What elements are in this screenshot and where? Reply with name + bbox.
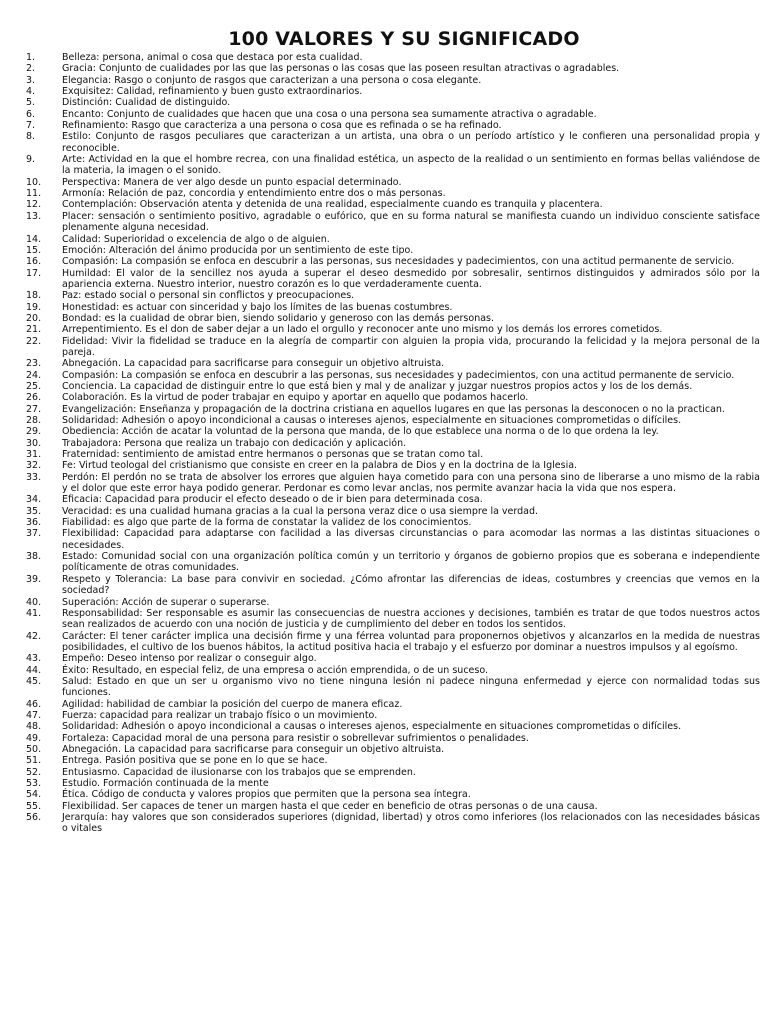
item-number: 47. xyxy=(26,709,42,721)
item-number: 30. xyxy=(26,437,42,449)
list-item xyxy=(26,268,760,291)
item-text: Jerarquía: hay valores que son considerados superiores (dignidad, libertad) y otros como inferiores (los relacionados con las necesidades básicas o vitales xyxy=(62,812,760,835)
list-item xyxy=(26,302,760,313)
list-item xyxy=(26,426,760,437)
list-item xyxy=(26,415,760,426)
item-text: Bondad: es la cualidad de obrar bien, siendo solidario y generoso con las demás personas. xyxy=(62,312,494,324)
item-number: 1. xyxy=(26,52,36,63)
item-text: Eficacia: Capacidad para producir el efecto deseado o de ir bien para determinada cosa. xyxy=(62,494,483,506)
list-item xyxy=(26,528,760,551)
item-text: Fe: Virtud teologal del cristianismo que consiste en creer en la palabra de Dios y en la doctrina de la Iglesia. xyxy=(62,460,578,472)
item-number: 36. xyxy=(26,517,42,529)
list-item xyxy=(26,767,760,778)
item-number: 19. xyxy=(26,301,42,313)
list-item xyxy=(26,710,760,721)
item-text: Flexibilidad: Capacidad para adaptarse con facilidad a las diversas circunstancias o para acomodar las normas a las distintas situaciones o necesidades. xyxy=(62,528,760,551)
item-number: 7. xyxy=(26,120,36,132)
item-text: Abnegación. La capacidad para sacrificarse para conseguir un objetivo altruista. xyxy=(62,743,445,755)
list-item xyxy=(26,154,760,177)
item-number: 22. xyxy=(26,335,42,347)
item-text: Superación: Acción de superar o superarse. xyxy=(62,596,270,608)
item-text: Solidaridad: Adhesión o apoyo incondicional a causas o intereses ajenos, especialmente en situaciones comprometidas o difíciles. xyxy=(62,415,682,426)
item-number: 10. xyxy=(26,176,42,188)
list-item xyxy=(26,131,760,154)
item-text: Fortaleza: Capacidad moral de una persona para resistir o sobrellevar sufrimientos o penalidades. xyxy=(62,732,529,744)
item-number: 32. xyxy=(26,460,42,472)
item-number: 44. xyxy=(26,664,42,676)
list-item xyxy=(26,97,760,108)
list-item xyxy=(26,290,760,301)
item-text: Gracia: Conjunto de cualidades por las que las personas o las cosas que las poseen resultan atractivas o agradables. xyxy=(62,63,620,75)
item-number: 6. xyxy=(26,108,36,120)
item-number: 12. xyxy=(26,199,42,211)
item-number: 15. xyxy=(26,244,42,256)
item-text: Perspectiva: Manera de ver algo desde un punto espacial determinado. xyxy=(62,176,402,188)
list-item xyxy=(26,52,760,63)
item-text: Compasión: La compasión se enfoca en descubrir a las personas, sus necesidades y padecimientos, con una actitud permanente de servicio. xyxy=(62,256,735,268)
list-item xyxy=(26,699,760,710)
item-text: Abnegación. La capacidad para sacrificarse para conseguir un objetivo altruista. xyxy=(62,358,445,370)
item-number: 20. xyxy=(26,312,42,324)
list-item xyxy=(26,177,760,188)
item-text: Conciencia. La capacidad de distinguir entre lo que está bien y mal y de analizar y juzgar nuestros propios actos y los de los demás. xyxy=(62,380,693,392)
item-number: 50. xyxy=(26,743,42,755)
item-number: 52. xyxy=(26,766,42,778)
item-number: 40. xyxy=(26,596,42,608)
list-item xyxy=(26,256,760,267)
item-number: 26. xyxy=(26,392,42,404)
list-item xyxy=(26,472,760,495)
item-text: Honestidad: es actuar con sinceridad y bajo los límites de las buenas costumbres. xyxy=(62,301,453,313)
values-list xyxy=(26,52,760,835)
list-item xyxy=(26,120,760,131)
item-number: 9. xyxy=(26,154,36,166)
item-number: 38. xyxy=(26,551,42,563)
item-text: Fiabilidad: es algo que parte de la forma de constatar la validez de los conocimientos. xyxy=(62,517,472,529)
item-text: Distinción: Cualidad de distinguido. xyxy=(62,97,231,109)
item-number: 49. xyxy=(26,732,42,744)
item-text: Respeto y Tolerancia: La base para convivir en sociedad. ¿Cómo afrontar las diferencias de ideas, costumbres y creencias que vemos en la sociedad? xyxy=(62,573,760,597)
list-item xyxy=(26,551,760,574)
item-text: Agilidad: habilidad de cambiar la posición del cuerpo de manera eficaz. xyxy=(62,698,403,710)
list-item xyxy=(26,381,760,392)
item-number: 2. xyxy=(26,63,36,75)
item-number: 46. xyxy=(26,698,42,710)
item-text: Trabajadora: Persona que realiza un trabajo con dedicación y aplicación. xyxy=(62,437,407,449)
list-item xyxy=(26,721,760,732)
item-number: 31. xyxy=(26,449,42,461)
item-number: 45. xyxy=(26,675,42,687)
item-text: Arrepentimiento. Es el don de saber dejar a un lado el orgullo y reconocer ante uno mismo y los demás los errores cometidos. xyxy=(62,324,663,336)
list-item xyxy=(26,404,760,415)
item-text: Paz: estado social o personal sin conflictos y preocupaciones. xyxy=(62,290,355,302)
list-item xyxy=(26,778,760,789)
list-item xyxy=(26,336,760,359)
list-item xyxy=(26,449,760,460)
list-item xyxy=(26,801,760,812)
item-text: Emoción: Alteración del ánimo producida por un sentimiento de este tipo. xyxy=(62,244,414,256)
item-text: Obediencia: Acción de acatar la voluntad de la persona que manda, de lo que establece una norma o de lo que ordena la ley. xyxy=(62,426,659,438)
item-text: Estado: Comunidad social con una organización política común y un territorio y órganos de gobierno propios que es soberana e independiente políticamente de otras comunidades. xyxy=(62,551,760,574)
item-text: Estilo: Conjunto de rasgos peculiares que caracterizan a un artista, una obra o un período artístico y le confieren una personalidad propia y reconocible. xyxy=(62,131,760,154)
item-number: 41. xyxy=(26,607,42,619)
list-item xyxy=(26,653,760,664)
list-item xyxy=(26,608,760,631)
list-item xyxy=(26,245,760,256)
list-item xyxy=(26,574,760,597)
item-number: 37. xyxy=(26,528,42,540)
item-text: Compasión: La compasión se enfoca en descubrir a las personas, sus necesidades y padecimientos, con una actitud permanente de servicio. xyxy=(62,369,735,381)
list-item xyxy=(26,597,760,608)
list-item xyxy=(26,63,760,74)
list-item xyxy=(26,506,760,517)
item-text: Fidelidad: Vivir la fidelidad se traduce en la alegría de compartir con alguien la propia vida, procurando la felicidad y la mejora personal de la pareja. xyxy=(62,335,760,358)
list-item xyxy=(26,234,760,245)
item-number: 29. xyxy=(26,426,42,438)
list-item xyxy=(26,392,760,403)
item-number: 27. xyxy=(26,403,42,415)
item-text: Ética. Código de conducta y valores propios que permiten que la persona sea íntegra. xyxy=(62,789,471,801)
item-text: Entrega. Pasión positiva que se pone en lo que se hace. xyxy=(62,755,328,767)
item-number: 17. xyxy=(26,267,42,279)
list-item xyxy=(26,211,760,234)
item-number: 14. xyxy=(26,233,42,245)
item-number: 24. xyxy=(26,369,42,381)
item-number: 39. xyxy=(26,573,42,585)
item-number: 3. xyxy=(26,74,36,86)
list-item xyxy=(26,676,760,699)
item-number: 5. xyxy=(26,97,36,109)
item-number: 33. xyxy=(26,471,42,483)
item-text: Calidad: Superioridad o excelencia de algo o de alguien. xyxy=(62,233,330,245)
item-text: Responsabilidad: Ser responsable es asumir las consecuencias de nuestra acciones y decisiones, también es tratar de que todos nuestros actos sean realizados de acuerdo con una noción de justicia y de cumplimiento del deber en todos los sentidos. xyxy=(62,607,760,631)
item-text: Placer: sensación o sentimiento positivo, agradable o eufórico, que en su forma natural se manifiesta cuando un individuo consciente satisface plenamente alguna necesidad. xyxy=(62,210,760,234)
item-text: Salud: Estado en que un ser u organismo vivo no tiene ninguna lesión ni padece ninguna enfermedad y ejerce con normalidad todas sus funciones. xyxy=(62,675,760,699)
list-item xyxy=(26,370,760,381)
list-item xyxy=(26,109,760,120)
item-text: Contemplación: Observación atenta y detenida de una realidad, especialmente cuando es tranquila y placentera. xyxy=(62,199,603,211)
item-number: 55. xyxy=(26,800,42,812)
list-item xyxy=(26,665,760,676)
item-text: Encanto: Conjunto de cualidades que hacen que una cosa o una persona sea sumamente atractiva o agradable. xyxy=(62,108,597,120)
item-number: 53. xyxy=(26,778,42,789)
list-item xyxy=(26,324,760,335)
item-number: 11. xyxy=(26,188,42,200)
item-number: 48. xyxy=(26,721,42,733)
list-item xyxy=(26,755,760,766)
item-number: 16. xyxy=(26,256,42,268)
item-text: Arte: Actividad en la que el hombre recrea, con una finalidad estética, un aspecto de la realidad o un sentimiento en formas bellas valiéndose de la materia, la imagen o el sonido. xyxy=(62,154,760,177)
item-text: Perdón: El perdón no se trata de absolver los errores que alguien haya cometido para con una persona sino de liberarse a uno mismo de la rabia y el dolor que este error haya podido generar. Perdonar es como levar anclas, nos permite avanzar hacia la vida que nos espera. xyxy=(62,471,760,495)
item-number: 13. xyxy=(26,210,42,222)
item-number: 8. xyxy=(26,131,36,143)
list-item xyxy=(26,494,760,505)
item-number: 56. xyxy=(26,812,42,824)
list-item xyxy=(26,517,760,528)
list-item xyxy=(26,86,760,97)
list-item xyxy=(26,631,760,654)
list-item xyxy=(26,313,760,324)
item-text: Empeño: Deseo intenso por realizar o conseguir algo. xyxy=(62,653,317,665)
item-text: Carácter: El tener carácter implica una decisión firme y una férrea voluntad para proponernos objetivos y alcanzarlos en la medida de nuestras posibilidades, el cultivo de los buenos hábitos, la actitud positiva hacia el trabajo y el esfuerzo por dominar a nuestros impulsos y al egoísmo. xyxy=(62,630,760,653)
list-item xyxy=(26,744,760,755)
item-text: Veracidad: es una cualidad humana gracias a la cual la persona veraz dice o usa siempre la verdad. xyxy=(62,505,539,517)
item-number: 43. xyxy=(26,653,42,665)
item-text: Refinamiento: Rasgo que caracteriza a una persona o cosa que es refinada o se ha refinado. xyxy=(62,120,502,132)
item-number: 25. xyxy=(26,380,42,392)
list-item xyxy=(26,75,760,86)
item-number: 18. xyxy=(26,290,42,302)
item-text: Humildad: El valor de la sencillez nos ayuda a superar el deseo desmedido por sobresalir, sentirnos distinguidos y admirados sólo por la apariencia externa. Nuestro interior, nuestro corazón es lo que verdaderamente cuenta. xyxy=(62,267,760,290)
list-item xyxy=(26,438,760,449)
item-text: Entusiasmo. Capacidad de ilusionarse con los trabajos que se emprenden. xyxy=(62,766,416,778)
item-text: Armonía: Relación de paz, concordia y entendimiento entre dos o más personas. xyxy=(62,188,446,200)
item-text: Fuerza: capacidad para realizar un trabajo físico o un movimiento. xyxy=(62,709,378,721)
item-text: Belleza: persona, animal o cosa que destaca por esta cualidad. xyxy=(62,52,363,63)
item-text: Exquisitez: Calidad, refinamiento y buen gusto extraordinarios. xyxy=(62,86,363,98)
list-item xyxy=(26,812,760,835)
item-text: Solidaridad: Adhesión o apoyo incondicional a causas o intereses ajenos, especialmente en situaciones comprometidas o difíciles. xyxy=(62,721,682,733)
item-number: 51. xyxy=(26,755,42,767)
item-number: 23. xyxy=(26,358,42,370)
list-item xyxy=(26,789,760,800)
item-number: 34. xyxy=(26,494,42,506)
list-item xyxy=(26,199,760,210)
item-number: 4. xyxy=(26,86,36,98)
item-number: 35. xyxy=(26,505,42,517)
item-number: 28. xyxy=(26,415,42,426)
item-text: Estudio. Formación continuada de la mente xyxy=(62,778,269,789)
item-text: Éxito: Resultado, en especial feliz, de una empresa o acción emprendida, o de un suceso. xyxy=(62,664,488,676)
list-item xyxy=(26,460,760,471)
list-item xyxy=(26,188,760,199)
item-text: Evangelización: Enseñanza y propagación de la doctrina cristiana en aquellos lugares en que las personas la desconocen o no la practican. xyxy=(62,403,725,415)
item-text: Fraternidad: sentimiento de amistad entre hermanos o personas que se tratan como tal. xyxy=(62,449,484,461)
list-item xyxy=(26,358,760,369)
item-number: 42. xyxy=(26,630,42,642)
document-title: 100 VALORES Y SU SIGNIFICADO xyxy=(228,28,580,50)
item-number: 54. xyxy=(26,789,42,801)
item-text: Colaboración. Es la virtud de poder trabajar en equipo y aportar en aquello que podamos hacerlo. xyxy=(62,392,529,404)
item-number: 21. xyxy=(26,324,42,336)
item-text: Flexibilidad. Ser capaces de tener un margen hasta el que ceder en beneficio de otras personas o de una causa. xyxy=(62,800,598,812)
item-text: Elegancia: Rasgo o conjunto de rasgos que caracterizan a una persona o cosa elegante. xyxy=(62,74,482,86)
list-item xyxy=(26,733,760,744)
